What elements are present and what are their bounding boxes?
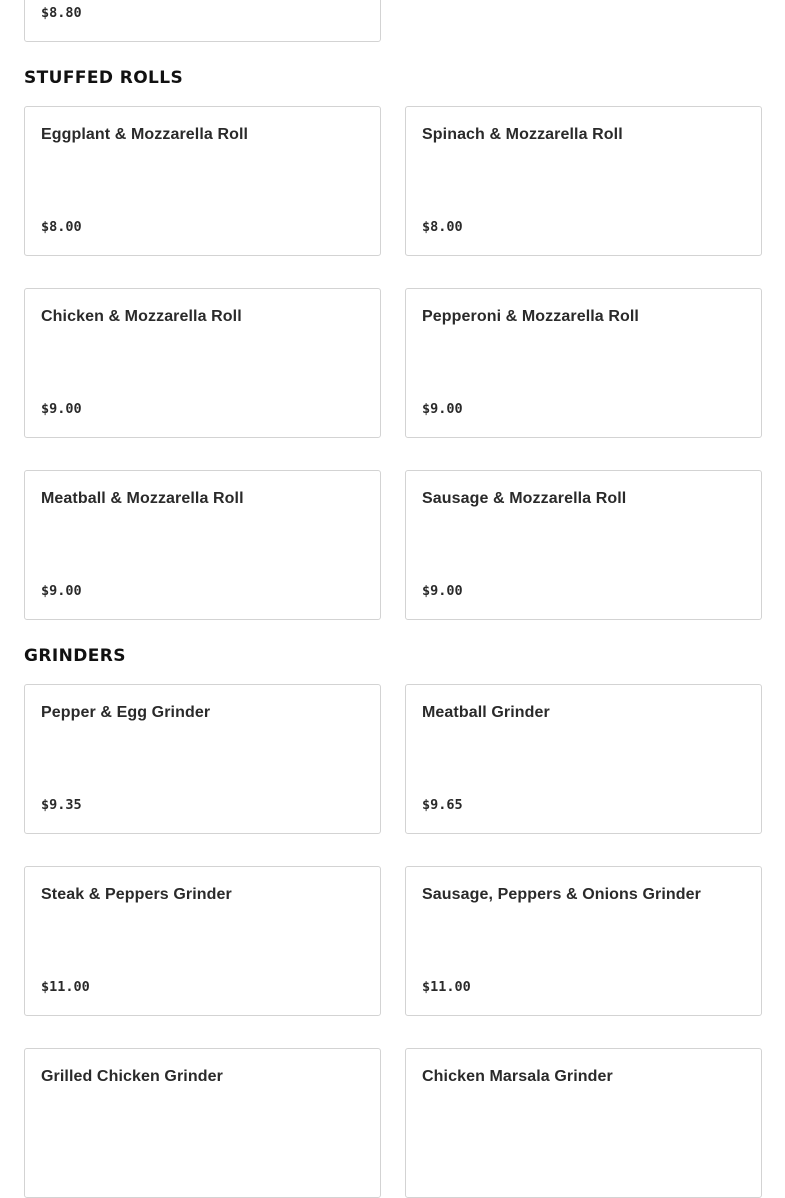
menu-item-card[interactable] <box>24 106 381 256</box>
menu-item-card[interactable] <box>24 470 381 620</box>
item-name: Steak & Peppers Grinder <box>41 886 232 903</box>
item-price: $11.00 <box>41 979 90 995</box>
item-name: Chicken & Mozzarella Roll <box>41 308 242 325</box>
item-price: $9.65 <box>422 797 463 813</box>
menu-item-card[interactable] <box>24 684 381 834</box>
item-name: Grilled Chicken Grinder <box>41 1068 223 1085</box>
item-price: $9.35 <box>41 797 82 813</box>
menu-item-card[interactable] <box>405 866 762 1016</box>
item-price: $9.00 <box>41 583 82 599</box>
item-price: $9.00 <box>422 583 463 599</box>
menu-item-card[interactable] <box>405 106 762 256</box>
menu-item-card[interactable] <box>24 866 381 1016</box>
item-name: Chicken Marsala Grinder <box>422 1068 613 1085</box>
item-name: Spinach & Mozzarella Roll <box>422 126 623 143</box>
menu-item-card[interactable] <box>405 288 762 438</box>
menu-item-card[interactable] <box>405 684 762 834</box>
item-name: Pepper & Egg Grinder <box>41 704 211 721</box>
item-price: $9.00 <box>41 401 82 417</box>
menu-item-card[interactable] <box>24 1048 381 1198</box>
item-price: $8.00 <box>41 219 82 235</box>
item-name: Sausage & Mozzarella Roll <box>422 490 627 507</box>
item-name: Eggplant & Mozzarella Roll <box>41 126 249 143</box>
menu-item-card[interactable] <box>405 1048 762 1198</box>
section-title-grinders: GRINDERS <box>24 646 126 666</box>
item-price: $11.00 <box>422 979 471 995</box>
item-name: Meatball Grinder <box>422 704 550 721</box>
item-name: Pepperoni & Mozzarella Roll <box>422 308 639 325</box>
section-title-stuffed-rolls: STUFFED ROLLS <box>24 68 184 88</box>
menu-item-card[interactable] <box>24 288 381 438</box>
menu-item-card[interactable] <box>405 470 762 620</box>
item-price: $8.00 <box>422 219 463 235</box>
item-name: Meatball & Mozzarella Roll <box>41 490 244 507</box>
item-price: $8.80 <box>41 5 82 21</box>
item-name: Sausage, Peppers & Onions Grinder <box>422 886 701 903</box>
menu-item-card[interactable] <box>24 0 381 42</box>
item-price: $9.00 <box>422 401 463 417</box>
